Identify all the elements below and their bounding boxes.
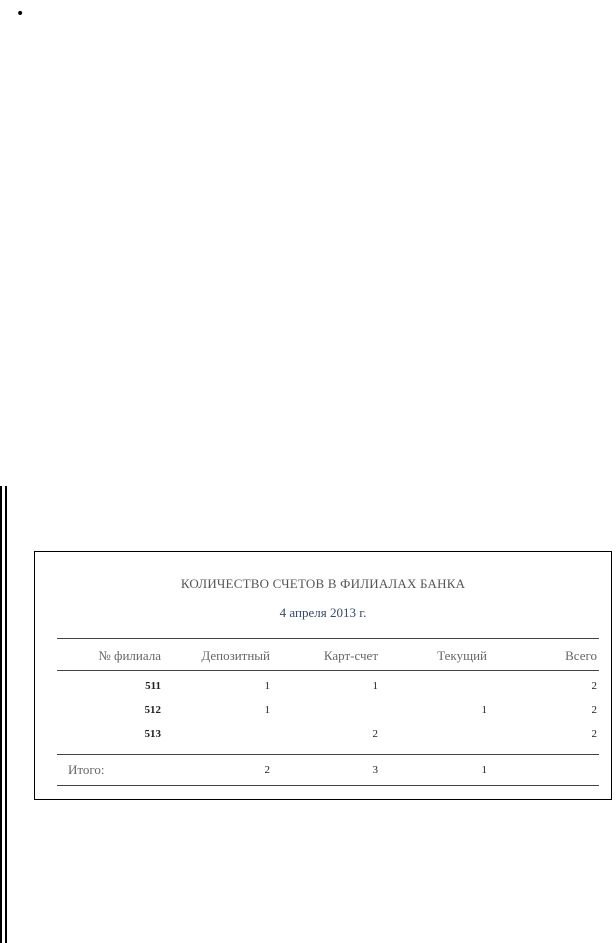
header-bottom-rule — [57, 670, 599, 671]
table-cell-total: 2 — [591, 680, 597, 692]
table-cell-current: 1 — [481, 704, 487, 716]
table-top-rule — [57, 638, 599, 639]
table-cell-total: 2 — [591, 728, 597, 740]
table-cell-branch: 511 — [145, 680, 161, 692]
column-header-card: Карт-счет — [323, 648, 378, 663]
table-bottom-rule — [57, 785, 599, 786]
totals-deposit: 2 — [264, 764, 270, 776]
column-header-branch: № филиала — [98, 648, 161, 663]
totals-label: Итого: — [68, 762, 105, 777]
left-border-rule-inner — [5, 486, 7, 943]
table-cell-deposit: 1 — [264, 680, 270, 692]
table-cell-branch: 512 — [144, 704, 161, 716]
table-cell-card: 2 — [372, 728, 378, 740]
table-cell-branch: 513 — [144, 728, 161, 740]
list-bullet: • — [16, 6, 25, 22]
totals-top-rule — [57, 754, 599, 755]
left-border-rule — [0, 486, 2, 943]
table-cell-total: 2 — [591, 704, 597, 716]
report-frame — [34, 551, 612, 800]
column-header-total: Всего — [565, 648, 597, 663]
column-header-current: Текущий — [437, 648, 487, 663]
totals-card: 3 — [372, 764, 378, 776]
totals-current: 1 — [481, 764, 487, 776]
report-title: КОЛИЧЕСТВО СЧЕТОВ В ФИЛИАЛАХ БАНКА — [180, 576, 466, 591]
column-header-deposit: Депозитный — [201, 648, 270, 663]
table-cell-card: 1 — [372, 680, 378, 692]
table-cell-deposit: 1 — [264, 704, 270, 716]
report-date: 4 апреля 2013 г. — [279, 605, 367, 620]
